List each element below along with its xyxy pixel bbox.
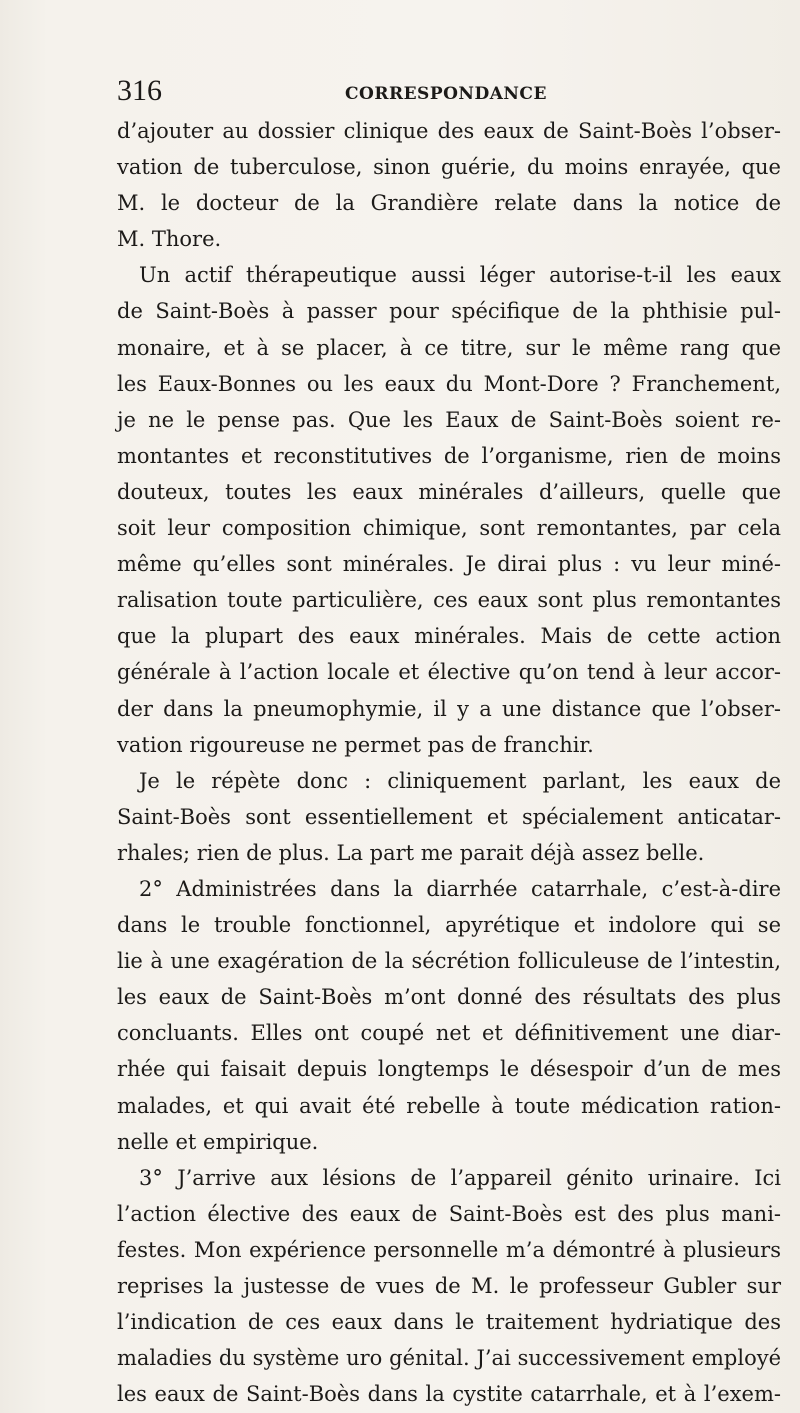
text-line: je ne le pense pas. Que les Eaux de Saint-Boès soient re- bbox=[117, 407, 781, 432]
text-line: vation rigoureuse ne permet pas de franchir. bbox=[117, 732, 594, 757]
page-header bbox=[117, 74, 547, 107]
text-line: M. le docteur de la Grandière relate dans la notice de bbox=[117, 191, 781, 216]
text-line: les eaux de Saint-Boès m’ont donné des résultats des plus bbox=[117, 985, 781, 1010]
text-line: l’indication de ces eaux dans le traitement hydriatique des bbox=[117, 1310, 781, 1335]
text-line: Je le répète donc : cliniquement parlant, les eaux de bbox=[139, 768, 781, 793]
text-line: vation de tuberculose, sinon guérie, du moins enrayée, que bbox=[117, 155, 781, 180]
text-line: 3° J’arrive aux lésions de l’appareil génito urinaire. Ici bbox=[139, 1165, 781, 1190]
text-line: rhales; rien de plus. La part me parait déjà assez belle. bbox=[117, 840, 705, 865]
text-line: Saint-Boès sont essentiellement et spécialement anticatar- bbox=[117, 804, 781, 829]
text-line: d’ajouter au dossier clinique des eaux de Saint-Boès l’obser- bbox=[117, 119, 781, 143]
text-line: 2° Administrées dans la diarrhée catarrhale, c’est-à-dire bbox=[139, 876, 781, 901]
page-number: 316 bbox=[117, 74, 162, 107]
text-line: festes. Mon expérience personnelle m’a démontré à plusieurs bbox=[117, 1237, 781, 1262]
text-line: nelle et empirique. bbox=[117, 1129, 319, 1154]
body-text bbox=[117, 113, 781, 1412]
text-line: M. Thore. bbox=[117, 227, 222, 252]
text-line: monaire, et à se placer, à ce titre, sur le même rang que bbox=[117, 335, 781, 360]
running-head: CORRESPONDANCE bbox=[345, 84, 547, 104]
text-line: dans le trouble fonctionnel, apyrétique et indolore qui se bbox=[117, 913, 781, 938]
text-line: soit leur composition chimique, sont remontantes, par cela bbox=[117, 516, 781, 541]
text-line: ralisation toute particulière, ces eaux sont plus remontantes bbox=[117, 588, 781, 613]
text-line: l’action élective des eaux de Saint-Boès est des plus mani- bbox=[117, 1201, 781, 1226]
text-line: les eaux de Saint-Boès dans la cystite catarrhale, et à l’exem- bbox=[117, 1382, 781, 1407]
text-line: douteux, toutes les eaux minérales d’ailleurs, quelle que bbox=[117, 479, 781, 504]
text-line: rhée qui faisait depuis longtemps le désespoir d’un de mes bbox=[117, 1057, 781, 1082]
text-line: que la plupart des eaux minérales. Mais de cette action bbox=[117, 624, 781, 649]
text-line: der dans la pneumophymie, il y a une distance que l’obser- bbox=[117, 696, 781, 721]
text-line: maladies du système uro génital. J’ai successivement employé bbox=[117, 1346, 781, 1371]
text-line: malades, et qui avait été rebelle à toute médication ration- bbox=[117, 1093, 781, 1118]
text-line: Un actif thérapeutique aussi léger autorise-t-il les eaux bbox=[139, 263, 781, 288]
text-line: lie à une exagération de la sécrétion folliculeuse de l’intestin, bbox=[117, 949, 781, 974]
text-line: même qu’elles sont minérales. Je dirai plus : vu leur miné- bbox=[117, 552, 781, 577]
text-line: les Eaux-Bonnes ou les eaux du Mont-Dore ? Franchement, bbox=[117, 371, 781, 396]
text-line: montantes et reconstitutives de l’organisme, rien de moins bbox=[117, 443, 781, 468]
text-line: de Saint-Boès à passer pour spécifique de la phthisie pul- bbox=[117, 299, 781, 324]
text-line: générale à l’action locale et élective qu’on tend à leur accor- bbox=[117, 660, 781, 685]
text-line: reprises la justesse de vues de M. le professeur Gubler sur bbox=[117, 1274, 781, 1298]
text-line: concluants. Elles ont coupé net et définitivement une diar- bbox=[117, 1021, 781, 1046]
